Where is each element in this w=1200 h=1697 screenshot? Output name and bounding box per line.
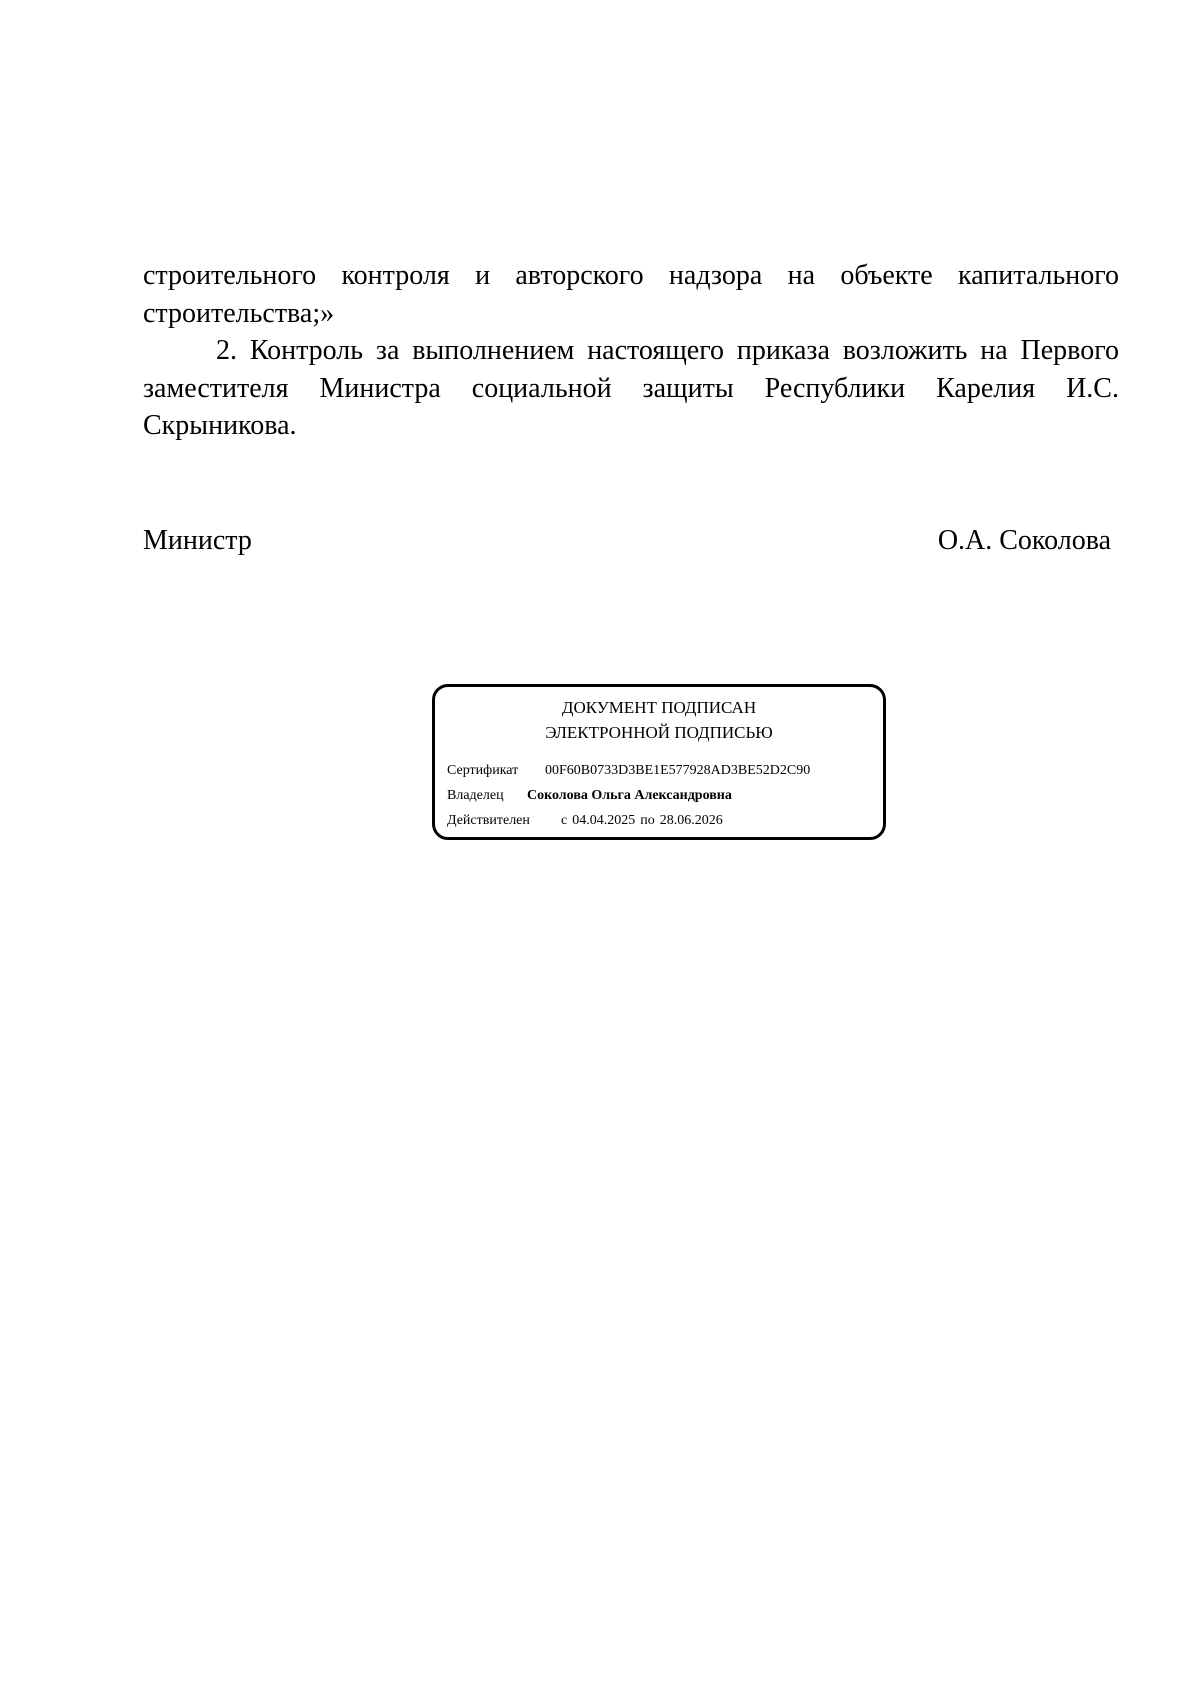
electronic-signature-stamp bbox=[432, 684, 886, 840]
valid-label: Действителен bbox=[447, 813, 530, 828]
signatory-position: Министр bbox=[143, 525, 252, 556]
stamp-title-line-1: ДОКУМЕНТ ПОДПИСАН bbox=[561, 698, 757, 717]
signature-block bbox=[143, 522, 1111, 559]
signatory-name: О.А. Соколова bbox=[937, 525, 1111, 556]
stamp-owner-row bbox=[447, 787, 732, 805]
body-paragraph-control: 2. Контроль за выполнением настоящего приказа возложить на Первого заместителя Министра социальной защиты Республики Карелия И.С. Скрыникова. bbox=[143, 335, 1119, 441]
owner-label: Владелец bbox=[447, 788, 504, 803]
document-body bbox=[143, 257, 1119, 445]
certificate-label: Сертификат bbox=[447, 763, 519, 778]
certificate-value: 00F60B0733D3BE1E577928AD3BE52D2C90 bbox=[545, 763, 811, 778]
valid-to-date: 28.06.2026 bbox=[659, 813, 723, 828]
valid-to-prefix: по bbox=[640, 813, 655, 828]
stamp-title-line-2: ЭЛЕКТРОННОЙ ПОДПИСЬЮ bbox=[545, 723, 773, 742]
valid-from-prefix: с bbox=[561, 813, 568, 828]
stamp-validity-row bbox=[447, 812, 723, 830]
stamp-certificate-row bbox=[447, 762, 810, 780]
owner-value: Соколова Ольга Александровна bbox=[527, 788, 732, 803]
body-paragraph-continuation: строительного контроля и авторского надзора на объекте капитального строительства;» bbox=[143, 260, 1119, 329]
valid-from-date: 04.04.2025 bbox=[572, 813, 636, 828]
